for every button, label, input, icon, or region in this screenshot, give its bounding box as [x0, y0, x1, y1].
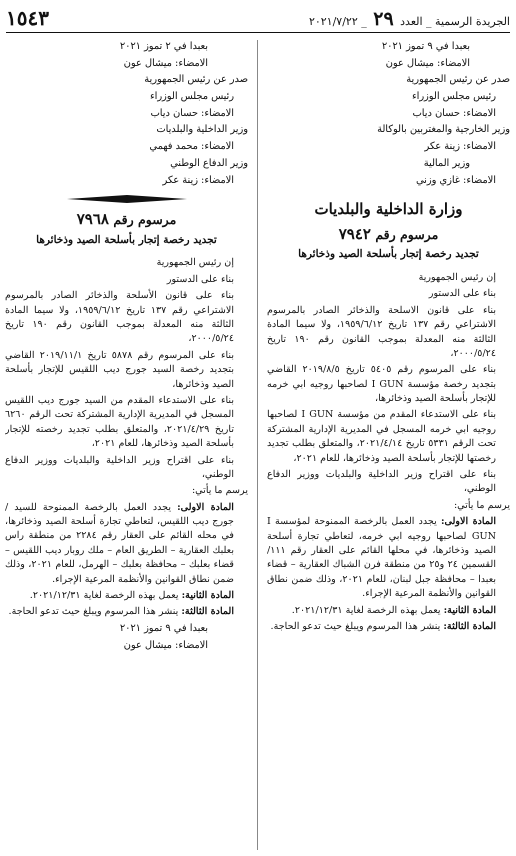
article-label: المادة الاولى:	[440, 516, 496, 528]
publication-name: الجريدة الرسمية	[435, 15, 510, 28]
decree-subject: تجديد رخصة إتجار بأسلحة الصيد وذخائرها	[298, 248, 479, 261]
pm-signature: الامضاء: حسان دياب	[412, 107, 496, 119]
article-text: ينشر هذا المرسوم ويبلغ حيث تدعو الحاجة.	[270, 620, 441, 632]
recital: بناء على الاستدعاء المقدم من مؤسسة I GUN لصاحبها روجيه ابي خرمه المسجل في المديرية الإدارية المشتركة تحت الرقم ٥٣٣١ تاريخ ٢٠٢١/٤/١٤، والمتعلق بطلب تجديد رخصتها للإتجار بأسلحة الصيد وذخائرها، للعام ٢٠٢١،	[267, 409, 497, 464]
recital: بناء على الاستدعاء المقدم من السيد جورج ديب اللقيس المسجل في المديرية الإدارية المشتركة تحت الرقم ٦٢٦٠ تاريخ ٢٠٢١/٤/٢٩، والمتعلق بطلب تجديد رخصته للإتجار بأسلحة الصيد وذخائرها، للعام ٢٠٢١،	[5, 394, 235, 450]
article-label: المادة الثالثة:	[443, 620, 496, 632]
issued-by: صدر عن رئيس الجمهورية	[144, 74, 248, 86]
ministry-heading: وزارة الداخلية والبلديات	[314, 200, 463, 219]
issue-date: ٢٠٢١/٧/٢٢	[308, 15, 358, 28]
article-text: يجدد العمل بالرخصة الممنوحة للسيد /جورج ديب اللقيس، لتعاطي تجارة أسلحة الصيد وذخائرها، في محله القائم على العقار رقم ٢٢٨٤ من منطقة راس بعلبك العقارية – الطريق العام – ملك روبار ديب اللقيس – قضاء بعلبك – محافظة بعلبك – الهرمل، للعام ٢٠٢١، وذلك ضمن نطاق القوانين والأنظمة المرعية الإجراء.	[5, 501, 234, 585]
pm-title: رئيس مجلس الوزراء	[412, 91, 496, 103]
minister-title: وزير الخارجية والمغتربين بالوكالة	[377, 124, 510, 136]
minister-title: وزير الداخلية والبلديات	[156, 124, 248, 136]
page-number: ١٥٤٣	[6, 6, 49, 30]
article-label: المادة الثانية:	[181, 590, 234, 602]
header-title: الجريدة الرسمية _ العدد ٢٩ _ ٢٠٢١/٧/٢٢	[308, 8, 510, 30]
defense-minister-title: وزير الدفاع الوطني	[170, 157, 248, 169]
defense-minister-signature: الامضاء: زينة عكر	[162, 174, 234, 186]
decree-heading	[5, 208, 248, 231]
article	[267, 604, 510, 618]
article	[267, 620, 510, 634]
recital: بناء على اقتراح وزير الداخلية والبلديات ووزير الدفاع الوطني،	[5, 454, 234, 480]
article-label: المادة الثالثة:	[181, 606, 234, 618]
recital: بناء على قانون الاسلحة والذخائر الصادر بالمرسوم الاشتراعي رقم ١٣٧ تاريخ ١٩٥٩/٦/١٢، ولا سيما المادة الثالثة منه المعدلة بموجب القانون رقم ١٩٠ تاريخ ٢٠٠٠/٥/٢٤،	[267, 304, 497, 359]
article-text: يعمل بهذه الرخصة لغاية ٢٠٢١/١٢/٣١.	[29, 590, 179, 602]
right-column	[267, 40, 510, 852]
recital: بناء على اقتراح وزير الداخلية والبلديات ووزير الدفاع الوطني،	[267, 469, 496, 495]
president-signature: الامضاء: ميشال عون	[385, 57, 470, 69]
pm-signature: الامضاء: حسان دياب	[150, 107, 234, 119]
pm-title: رئيس مجلس الوزراء	[150, 91, 234, 103]
article-label: المادة الثانية:	[443, 604, 496, 616]
president-signature: الامضاء: ميشال عون	[123, 639, 208, 651]
article-text: يعمل بهذه الرخصة لغاية ٢٠٢١/١٢/٣١.	[291, 604, 441, 616]
signing-date: بعبدا في ٢ تموز ٢٠٢١	[119, 41, 208, 52]
divider-ornament	[67, 194, 187, 204]
article-text: ينشر هذا المرسوم ويبلغ حيث تدعو الحاجة.	[8, 606, 179, 618]
decree-subject: تجديد رخصة إتجار بأسلحة الصيد وذخائرها	[36, 233, 217, 246]
recital: بناء على قانون الأسلحة والذخائر الصادر بالمرسوم الاشتراعي رقم ١٣٧ تاريخ ١٩٥٩/٦/١٢، ولا سيما المادة الثالثة منه المعدلة بموجب القانون رقم ١٩٠ تاريخ ٢٠٠٠/٥/٢٤،	[5, 290, 235, 345]
signing-date: بعبدا في ٩ تموز ٢٠٢١	[119, 622, 208, 634]
president-signature: الامضاء: ميشال عون	[123, 57, 208, 69]
minister-signature: الامضاء: زينة عكر	[424, 141, 496, 153]
decree-label: مرسوم رقم	[113, 212, 177, 228]
decree-label: مرسوم رقم	[375, 226, 439, 242]
issued-by: صدر عن رئيس الجمهورية	[406, 74, 510, 86]
minister-signature: الامضاء: محمد فهمي	[149, 141, 234, 153]
constitution-line: بناء على الدستور	[428, 288, 496, 300]
article-text: يجدد العمل بالرخصة الممنوحة لمؤسسة I GUN لصاحبها روجيه ابي خرمه، لتعاطي تجارة أسلحة الصيد وذخائرها، في محلها القائم على العقار رقم ١١١/ القسمين ٢٤ و٢٥ من منطقة فرن الشباك العقارية – قضاء بعبدا – محافظة جبل لبنان، للعام ٢٠٢١، وذلك ضمن نطاق القوانين والأنظمة المرعية الإجراء.	[267, 516, 497, 600]
article	[5, 501, 248, 587]
section-divider	[5, 194, 248, 204]
finance-minister-title: وزير المالية	[423, 157, 470, 169]
article	[5, 589, 248, 603]
signing-date: بعبدا في ٩ تموز ٢٠٢١	[381, 41, 470, 52]
decree-number: ٧٩٤٢	[338, 224, 371, 243]
article	[267, 515, 510, 601]
left-column	[5, 40, 248, 852]
president-line: إن رئيس الجمهورية	[156, 257, 234, 269]
decree-number: ٧٩٦٨	[76, 210, 109, 229]
article	[5, 605, 248, 619]
issue-number: ٢٩	[373, 8, 394, 30]
decrees-line: يرسم ما يأتي:	[453, 499, 510, 511]
recital: بناء على المرسوم رقم ٥٨٧٨ تاريخ ٢٠١٩/١١/١ القاضي بتجديد رخصة السيد جورج ديب اللقيس للإتجار بأسلحة الصيد وذخائرها،	[5, 349, 234, 390]
decree-heading	[267, 223, 510, 246]
recital: بناء على المرسوم رقم ٥٤٠٥ تاريخ ٢٠١٩/٨/٥ القاضي بتجديد رخصة مؤسسة I GUN لصاحبها روجيه ابي خرمه للإتجار بأسلحة الصيد وذخائرها،	[267, 364, 497, 405]
constitution-line: بناء على الدستور	[166, 273, 234, 285]
article-label: المادة الاولى:	[177, 501, 234, 513]
finance-minister-signature: الامضاء: غازي وزني	[415, 174, 496, 186]
column-separator	[257, 40, 258, 850]
issue-label: العدد	[400, 15, 423, 28]
president-line: إن رئيس الجمهورية	[418, 271, 496, 283]
page-header	[6, 4, 510, 33]
decrees-line: يرسم ما يأتي:	[191, 485, 248, 497]
